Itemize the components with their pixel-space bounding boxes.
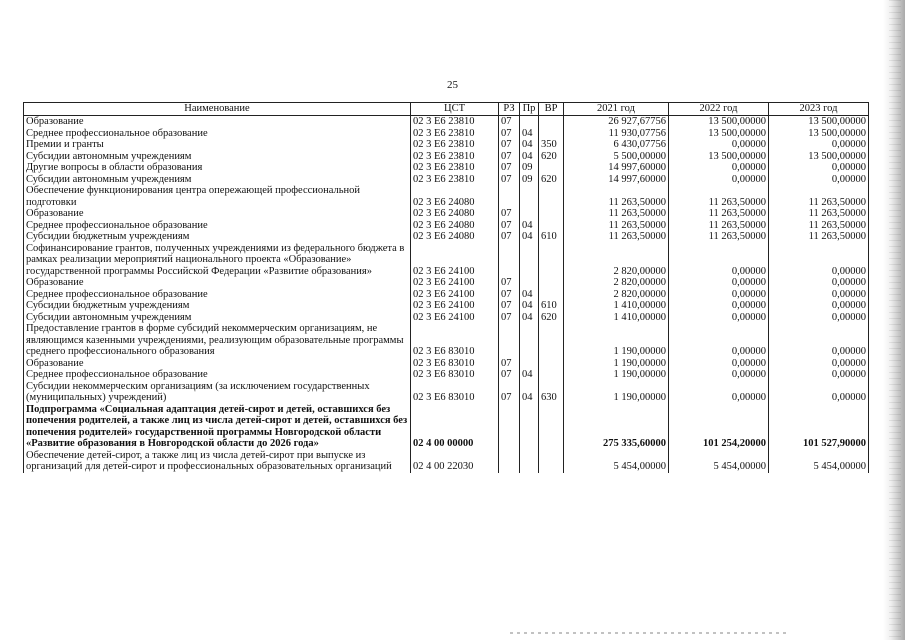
cell-2021: 1 190,00000 bbox=[564, 369, 669, 381]
cell-cst: 02 3 Е6 24080 bbox=[411, 185, 499, 208]
cell-2022: 11 263,50000 bbox=[669, 220, 769, 232]
cell-rz bbox=[499, 323, 520, 358]
cell-cst: 02 3 Е6 83010 bbox=[411, 323, 499, 358]
header-vr: ВР bbox=[539, 103, 564, 116]
scan-bottom-noise bbox=[510, 632, 790, 634]
cell-2022: 0,00000 bbox=[669, 358, 769, 370]
cell-2021: 11 263,50000 bbox=[564, 208, 669, 220]
cell-vr: 620 bbox=[539, 174, 564, 186]
cell-2023: 0,00000 bbox=[769, 358, 869, 370]
cell-name: Образование bbox=[24, 208, 411, 220]
cell-name: Образование bbox=[24, 277, 411, 289]
cell-2022: 0,00000 bbox=[669, 323, 769, 358]
cell-cst: 02 4 00 00000 bbox=[411, 404, 499, 450]
cell-rz: 07 bbox=[499, 174, 520, 186]
table-row bbox=[24, 174, 869, 186]
cell-2023: 13 500,00000 bbox=[769, 116, 869, 128]
cell-cst: 02 3 Е6 23810 bbox=[411, 151, 499, 163]
cell-pr: 04 bbox=[520, 381, 539, 404]
page-number: 25 bbox=[447, 79, 458, 91]
cell-cst: 02 3 Е6 24100 bbox=[411, 312, 499, 324]
cell-vr bbox=[539, 162, 564, 174]
cell-pr bbox=[520, 358, 539, 370]
cell-pr bbox=[520, 208, 539, 220]
cell-cst: 02 3 Е6 83010 bbox=[411, 358, 499, 370]
cell-name: Субсидии автономным учреждениям bbox=[24, 312, 411, 324]
cell-cst: 02 3 Е6 24080 bbox=[411, 208, 499, 220]
cell-vr: 620 bbox=[539, 151, 564, 163]
cell-pr bbox=[520, 404, 539, 450]
cell-2022: 0,00000 bbox=[669, 174, 769, 186]
cell-cst: 02 4 00 22030 bbox=[411, 450, 499, 473]
cell-2021: 1 190,00000 bbox=[564, 381, 669, 404]
cell-2022: 11 263,50000 bbox=[669, 185, 769, 208]
cell-2023: 0,00000 bbox=[769, 312, 869, 324]
cell-2023: 0,00000 bbox=[769, 289, 869, 301]
cell-name: Софинансирование грантов, полученных учреждениями из федерального бюджета в рамках реализации мероприятий национального проекта «Образование» государственной программы Российской Федерации «Развитие образования» bbox=[24, 243, 411, 278]
cell-2023: 11 263,50000 bbox=[769, 231, 869, 243]
cell-vr bbox=[539, 450, 564, 473]
cell-rz: 07 bbox=[499, 289, 520, 301]
cell-rz: 07 bbox=[499, 128, 520, 140]
cell-name: Среднее профессиональное образование bbox=[24, 289, 411, 301]
cell-2023: 5 454,00000 bbox=[769, 450, 869, 473]
table-row bbox=[24, 185, 869, 208]
cell-cst: 02 3 Е6 24080 bbox=[411, 231, 499, 243]
cell-2022: 101 254,20000 bbox=[669, 404, 769, 450]
cell-2021: 11 263,50000 bbox=[564, 220, 669, 232]
table-body bbox=[24, 116, 869, 473]
cell-2023: 101 527,90000 bbox=[769, 404, 869, 450]
cell-2022: 0,00000 bbox=[669, 277, 769, 289]
cell-cst: 02 3 Е6 23810 bbox=[411, 162, 499, 174]
cell-pr: 04 bbox=[520, 369, 539, 381]
cell-vr: 630 bbox=[539, 381, 564, 404]
cell-name: Образование bbox=[24, 358, 411, 370]
table-row bbox=[24, 220, 869, 232]
cell-2023: 0,00000 bbox=[769, 162, 869, 174]
cell-2022: 11 263,50000 bbox=[669, 208, 769, 220]
cell-name: Предоставление грантов в форме субсидий некоммерческим организациям, не являющимся казенными учреждениями, реализующим образовательные программы среднего профессионального образования bbox=[24, 323, 411, 358]
cell-2023: 0,00000 bbox=[769, 277, 869, 289]
cell-vr: 610 bbox=[539, 300, 564, 312]
table-row bbox=[24, 243, 869, 278]
cell-vr bbox=[539, 116, 564, 128]
cell-2022: 13 500,00000 bbox=[669, 116, 769, 128]
cell-2023: 0,00000 bbox=[769, 381, 869, 404]
cell-rz: 07 bbox=[499, 358, 520, 370]
cell-vr bbox=[539, 208, 564, 220]
cell-vr: 620 bbox=[539, 312, 564, 324]
cell-rz: 07 bbox=[499, 139, 520, 151]
table-row bbox=[24, 139, 869, 151]
cell-rz: 07 bbox=[499, 151, 520, 163]
cell-rz: 07 bbox=[499, 116, 520, 128]
cell-rz bbox=[499, 450, 520, 473]
header-2022: 2022 год bbox=[669, 103, 769, 116]
cell-2021: 5 500,00000 bbox=[564, 151, 669, 163]
cell-2021: 2 820,00000 bbox=[564, 289, 669, 301]
cell-rz: 07 bbox=[499, 208, 520, 220]
cell-2021: 11 930,07756 bbox=[564, 128, 669, 140]
budget-table bbox=[23, 102, 869, 473]
cell-2021: 1 190,00000 bbox=[564, 358, 669, 370]
cell-rz: 07 bbox=[499, 312, 520, 324]
cell-pr: 04 bbox=[520, 312, 539, 324]
table-row bbox=[24, 450, 869, 473]
cell-cst: 02 3 Е6 23810 bbox=[411, 116, 499, 128]
cell-pr bbox=[520, 243, 539, 278]
table-row bbox=[24, 404, 869, 450]
cell-pr: 04 bbox=[520, 289, 539, 301]
cell-2022: 0,00000 bbox=[669, 300, 769, 312]
cell-name: Обеспечение детей-сирот, а также лиц из числа детей-сирот при выпуске из организаций для детей-сирот и профессиональных образовательных организаций bbox=[24, 450, 411, 473]
table-row bbox=[24, 231, 869, 243]
cell-name: Среднее профессиональное образование bbox=[24, 128, 411, 140]
cell-name: Субсидии некоммерческим организациям (за исключением государственных (муниципальных) учреждений) bbox=[24, 381, 411, 404]
cell-name: Субсидии автономным учреждениям bbox=[24, 151, 411, 163]
header-2021: 2021 год bbox=[564, 103, 669, 116]
cell-2022: 13 500,00000 bbox=[669, 128, 769, 140]
cell-2022: 11 263,50000 bbox=[669, 231, 769, 243]
cell-vr bbox=[539, 404, 564, 450]
cell-rz bbox=[499, 404, 520, 450]
cell-pr: 04 bbox=[520, 139, 539, 151]
cell-cst: 02 3 Е6 24100 bbox=[411, 277, 499, 289]
header-rz: РЗ bbox=[499, 103, 520, 116]
cell-pr: 04 bbox=[520, 151, 539, 163]
cell-2022: 0,00000 bbox=[669, 139, 769, 151]
cell-2021: 11 263,50000 bbox=[564, 185, 669, 208]
table-row bbox=[24, 277, 869, 289]
header-2023: 2023 год bbox=[769, 103, 869, 116]
cell-pr bbox=[520, 450, 539, 473]
cell-2023: 0,00000 bbox=[769, 323, 869, 358]
cell-2021: 11 263,50000 bbox=[564, 231, 669, 243]
cell-pr: 04 bbox=[520, 231, 539, 243]
cell-2021: 14 997,60000 bbox=[564, 174, 669, 186]
cell-2023: 0,00000 bbox=[769, 369, 869, 381]
cell-cst: 02 3 Е6 83010 bbox=[411, 381, 499, 404]
cell-2021: 275 335,60000 bbox=[564, 404, 669, 450]
cell-pr: 09 bbox=[520, 162, 539, 174]
cell-vr bbox=[539, 323, 564, 358]
cell-2021: 1 410,00000 bbox=[564, 312, 669, 324]
cell-rz: 07 bbox=[499, 277, 520, 289]
cell-rz: 07 bbox=[499, 162, 520, 174]
cell-2021: 6 430,07756 bbox=[564, 139, 669, 151]
table-row bbox=[24, 358, 869, 370]
cell-2023: 0,00000 bbox=[769, 174, 869, 186]
cell-2023: 0,00000 bbox=[769, 139, 869, 151]
cell-name: Среднее профессиональное образование bbox=[24, 369, 411, 381]
cell-cst: 02 3 Е6 24100 bbox=[411, 289, 499, 301]
cell-2022: 13 500,00000 bbox=[669, 151, 769, 163]
table-row bbox=[24, 381, 869, 404]
cell-vr: 610 bbox=[539, 231, 564, 243]
header-pr: Пр bbox=[520, 103, 539, 116]
cell-pr: 04 bbox=[520, 300, 539, 312]
cell-rz: 07 bbox=[499, 381, 520, 404]
cell-2022: 0,00000 bbox=[669, 162, 769, 174]
cell-rz: 07 bbox=[499, 220, 520, 232]
table-row bbox=[24, 289, 869, 301]
cell-pr bbox=[520, 277, 539, 289]
cell-2023: 13 500,00000 bbox=[769, 128, 869, 140]
cell-2021: 5 454,00000 bbox=[564, 450, 669, 473]
cell-vr bbox=[539, 358, 564, 370]
cell-name: Подпрограмма «Социальная адаптация детей-сирот и детей, оставшихся без попечения родителей, а также лиц из числа детей-сирот и детей, оставшихся без попечения родителей» государственной программы Новгородской области «Развитие образования в Новгородской области до 2026 года» bbox=[24, 404, 411, 450]
cell-2023: 11 263,50000 bbox=[769, 208, 869, 220]
cell-2022: 0,00000 bbox=[669, 289, 769, 301]
cell-cst: 02 3 Е6 83010 bbox=[411, 369, 499, 381]
cell-2022: 0,00000 bbox=[669, 381, 769, 404]
cell-2023: 11 263,50000 bbox=[769, 220, 869, 232]
cell-cst: 02 3 Е6 24100 bbox=[411, 300, 499, 312]
cell-pr bbox=[520, 185, 539, 208]
cell-name: Образование bbox=[24, 116, 411, 128]
cell-vr: 350 bbox=[539, 139, 564, 151]
cell-name: Субсидии бюджетным учреждениям bbox=[24, 231, 411, 243]
cell-vr bbox=[539, 220, 564, 232]
table-header-row bbox=[24, 103, 869, 116]
cell-cst: 02 3 Е6 24100 bbox=[411, 243, 499, 278]
header-cst: ЦСТ bbox=[411, 103, 499, 116]
cell-pr bbox=[520, 323, 539, 358]
cell-cst: 02 3 Е6 23810 bbox=[411, 139, 499, 151]
table-row bbox=[24, 312, 869, 324]
table-row bbox=[24, 323, 869, 358]
table-row bbox=[24, 208, 869, 220]
cell-rz: 07 bbox=[499, 369, 520, 381]
cell-2022: 0,00000 bbox=[669, 312, 769, 324]
cell-2021: 1 190,00000 bbox=[564, 323, 669, 358]
table-row bbox=[24, 369, 869, 381]
cell-cst: 02 3 Е6 24080 bbox=[411, 220, 499, 232]
cell-2023: 0,00000 bbox=[769, 243, 869, 278]
cell-name: Обеспечение функционирования центра опережающей профессиональной подготовки bbox=[24, 185, 411, 208]
cell-vr bbox=[539, 277, 564, 289]
cell-2022: 0,00000 bbox=[669, 369, 769, 381]
cell-2023: 0,00000 bbox=[769, 300, 869, 312]
cell-name: Субсидии автономным учреждениям bbox=[24, 174, 411, 186]
cell-vr bbox=[539, 243, 564, 278]
cell-cst: 02 3 Е6 23810 bbox=[411, 174, 499, 186]
cell-2022: 0,00000 bbox=[669, 243, 769, 278]
cell-vr bbox=[539, 289, 564, 301]
cell-2021: 14 997,60000 bbox=[564, 162, 669, 174]
cell-rz bbox=[499, 185, 520, 208]
cell-vr bbox=[539, 128, 564, 140]
cell-name: Премии и гранты bbox=[24, 139, 411, 151]
cell-pr: 09 bbox=[520, 174, 539, 186]
cell-2021: 1 410,00000 bbox=[564, 300, 669, 312]
cell-vr bbox=[539, 369, 564, 381]
cell-name: Среднее профессиональное образование bbox=[24, 220, 411, 232]
cell-cst: 02 3 Е6 23810 bbox=[411, 128, 499, 140]
cell-2021: 2 820,00000 bbox=[564, 277, 669, 289]
cell-rz bbox=[499, 243, 520, 278]
cell-pr bbox=[520, 116, 539, 128]
cell-2022: 5 454,00000 bbox=[669, 450, 769, 473]
table-row bbox=[24, 116, 869, 128]
cell-2023: 13 500,00000 bbox=[769, 151, 869, 163]
cell-2021: 2 820,00000 bbox=[564, 243, 669, 278]
table-row bbox=[24, 151, 869, 163]
table-row bbox=[24, 300, 869, 312]
cell-name: Субсидии бюджетным учреждениям bbox=[24, 300, 411, 312]
cell-vr bbox=[539, 185, 564, 208]
cell-2021: 26 927,67756 bbox=[564, 116, 669, 128]
table-row bbox=[24, 128, 869, 140]
cell-name: Другие вопросы в области образования bbox=[24, 162, 411, 174]
header-name: Наименование bbox=[24, 103, 411, 116]
table-row bbox=[24, 162, 869, 174]
cell-2023: 11 263,50000 bbox=[769, 185, 869, 208]
cell-rz: 07 bbox=[499, 231, 520, 243]
cell-pr: 04 bbox=[520, 128, 539, 140]
cell-pr: 04 bbox=[520, 220, 539, 232]
scan-edge-noise bbox=[889, 0, 901, 640]
cell-rz: 07 bbox=[499, 300, 520, 312]
